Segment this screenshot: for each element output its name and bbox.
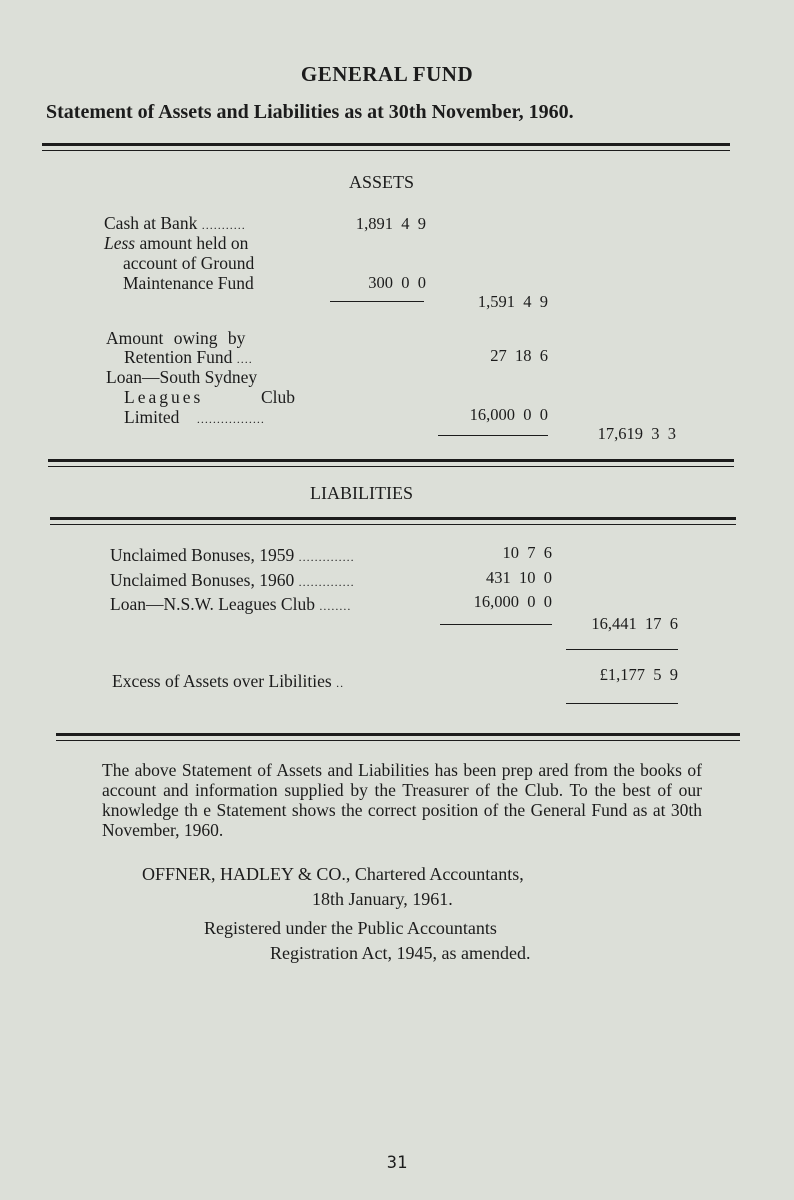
double-rule-top	[42, 143, 730, 146]
liability-row-2-amount: 431 10 0	[486, 568, 552, 587]
assets-total-rule	[438, 435, 548, 436]
document-title: GENERAL FUND	[300, 62, 474, 86]
liabilities-heading: LIABILITIES	[310, 483, 413, 503]
amount-owing-line2: Retention Fund ....	[124, 347, 253, 367]
liability-row-2-label: Unclaimed Bonuses, 1960 ..............	[110, 570, 355, 590]
liabilities-total: 16,441 17 6	[591, 614, 678, 633]
page-number: 31	[386, 1153, 408, 1173]
loan-line3: Limited .................	[124, 407, 265, 427]
certificate-paragraph: The above Statement of Assets and Liabilities has been prep ared from the books of account and information supplied by the Treasurer of the Club. To the best of our knowledge th e Statement shows the correct position of the General Fund as at 30th November, 1960.	[102, 760, 702, 840]
liabilities-underline	[566, 649, 678, 650]
excess-underline	[566, 703, 678, 704]
liabilities-total-rule	[440, 624, 552, 625]
loan-amount: 16,000 0 0	[469, 405, 548, 424]
less-amount-value: 300 0 0	[368, 273, 426, 292]
double-rule-bottom	[56, 733, 740, 736]
amount-owing-value: 27 18 6	[490, 346, 548, 365]
assets-total: 17,619 3 3	[597, 424, 676, 443]
double-rule-liabilities	[50, 517, 736, 520]
double-rule-assets-end	[48, 459, 734, 462]
less-amount-line1: Less amount held on	[104, 233, 249, 253]
less-amount-line2: account of Ground	[123, 253, 255, 273]
cash-at-bank-label: Cash at Bank ...........	[104, 213, 246, 233]
registration-line2: Registration Act, 1945, as amended.	[270, 943, 531, 963]
assets-heading: ASSETS	[349, 172, 415, 192]
less-amount-line3: Maintenance Fund	[123, 273, 254, 293]
liability-row-1-amount: 10 7 6	[502, 543, 552, 562]
loan-line1: Loan—South Sydney	[106, 367, 258, 387]
net-cash-amount: 1,591 4 9	[477, 292, 548, 311]
excess-amount: £1,177 5 9	[599, 665, 678, 684]
registration-line1: Registered under the Public Accountants	[204, 918, 497, 938]
document-subtitle: Statement of Assets and Liabilities as at 30th November, 1960.	[46, 101, 574, 123]
liability-row-3-amount: 16,000 0 0	[473, 592, 552, 611]
loan-line2a: Leagues	[124, 387, 204, 407]
liability-row-1-label: Unclaimed Bonuses, 1959 ..............	[110, 545, 355, 565]
cash-at-bank-amount: 1,891 4 9	[355, 214, 426, 233]
loan-line2b: Club	[261, 387, 296, 407]
subtotal-rule	[330, 301, 424, 302]
firm-name: OFFNER, HADLEY & CO., Chartered Accountants,	[142, 864, 524, 884]
excess-label: Excess of Assets over Libilities ..	[112, 671, 345, 691]
liability-row-3-label: Loan—N.S.W. Leagues Club ........	[110, 594, 352, 614]
amount-owing-line1: Amount owing by	[106, 328, 246, 348]
signature-date: 18th January, 1961.	[312, 889, 453, 909]
